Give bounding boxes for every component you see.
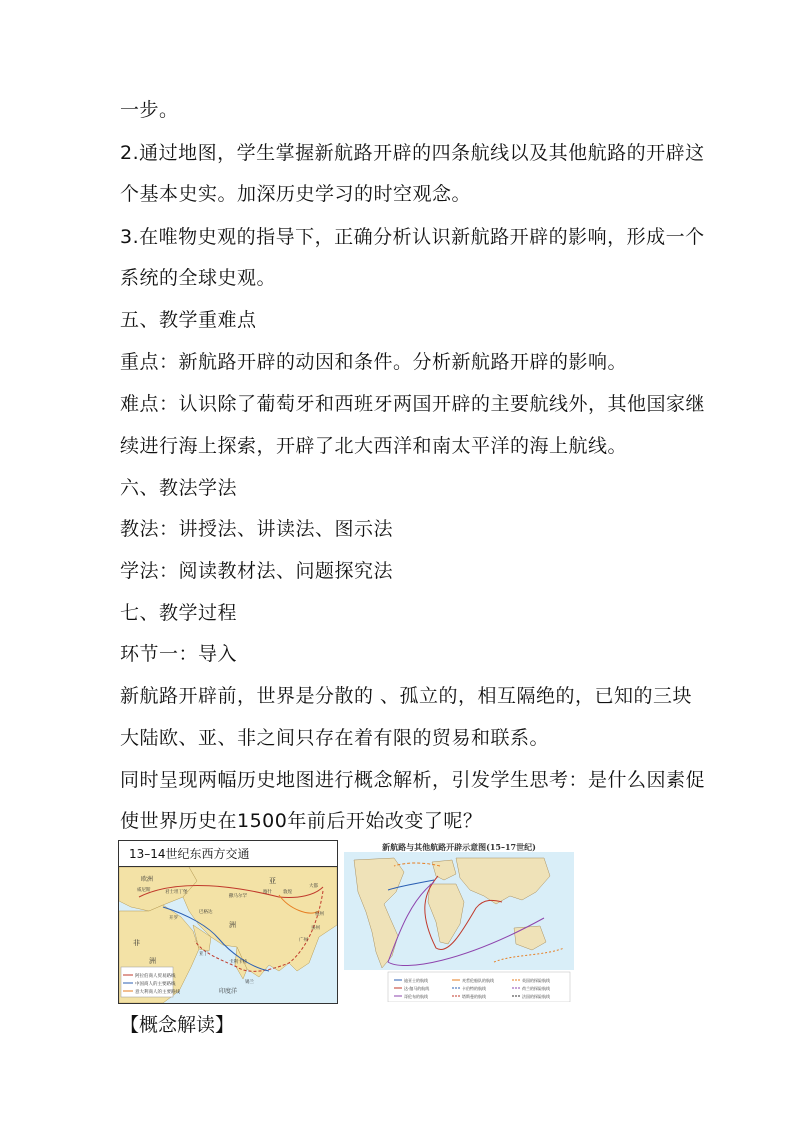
text-line-3: 个基本史实。加深历史学习的时空观念。: [120, 183, 472, 205]
text-line-learning-method: 学法：阅读教材法、问题探究法: [120, 560, 394, 582]
map-label-samarkand: 撒马尔罕: [229, 894, 247, 899]
text-line-9: 续进行海上探索，开辟了北大西洋和南太平洋的海上航线。: [120, 435, 628, 457]
map-right-legend-1: 迪亚士的航线: [404, 978, 428, 983]
map-label-africa-1: 非: [133, 939, 140, 947]
map-right-legend-5: 卡伯特的航线: [462, 986, 486, 991]
section-heading-7: 七、教学过程: [120, 602, 238, 624]
text-line-18: 使世界历史在1500年前后开始改变了呢？: [120, 810, 483, 832]
map-label-dadu: 大都: [309, 884, 318, 889]
map-label-venice: 威尼斯: [137, 888, 151, 893]
map-label-aden: 亚丁: [199, 952, 208, 957]
map-right-legend-6: 塔斯曼的航线: [462, 994, 486, 999]
map-left-image: [119, 867, 337, 1003]
map-right-title: 新航路与其他航路开辟示意图(15–17世纪): [382, 842, 536, 852]
map-label-guangzhou: 广州: [299, 938, 308, 943]
map-label-baghdad: 巴格达: [199, 910, 213, 915]
map-label-calicut: 卡利卡特: [229, 960, 247, 965]
map-right-image: [344, 852, 574, 1002]
section-heading-6: 六、教法学法: [120, 477, 238, 499]
map-right-legend-2: 达·伽马的航线: [404, 986, 430, 991]
text-line-key-point: 重点：新航路开辟的动因和条件。分析新航路开辟的影响。: [120, 351, 628, 373]
map-figures: [118, 840, 578, 1005]
map-label-ceylon: 锡兰: [245, 980, 254, 985]
map-label-quanzhou: 泉州: [311, 926, 320, 931]
map-right-legend-7: 英国的探险航线: [522, 978, 550, 983]
map-label-constantinople: 君士坦丁堡: [165, 890, 188, 895]
map-label-indian-ocean: 印度洋: [219, 988, 238, 995]
map-label-dunhuang: 敦煌: [283, 890, 292, 895]
text-line-5: 系统的全球史观。: [120, 267, 277, 289]
text-line-2: 2.通过地图，学生掌握新航路开辟的四条航线以及其他航路的开辟这: [120, 142, 705, 164]
text-line-1: 一步。: [120, 99, 179, 121]
map-right-legend-8: 荷兰的探险航线: [522, 986, 550, 991]
map-left-legend-3: 意大利商人的主要路线: [135, 990, 180, 995]
section-heading-5: 五、教学重难点: [120, 309, 257, 331]
text-line-17: 同时呈现两幅历史地图进行概念解析，引发学生思考：是什么因素促: [120, 769, 706, 791]
map-label-africa-2: 洲: [149, 957, 156, 965]
map-left-legend-2: 中国商人的主要路线: [135, 982, 176, 987]
section-concept-heading: 【概念解读】: [120, 1014, 235, 1036]
step-heading-1: 环节一：导入: [120, 643, 238, 665]
map-left-title: 13–14世纪东西方交通: [119, 841, 337, 867]
text-line-16: 大陆欧、亚、非之间只存在着有限的贸易和联系。: [120, 727, 550, 749]
map-label-asia-2: 洲: [229, 921, 236, 929]
map-label-hangzhou: 杭州: [315, 912, 324, 917]
text-line-teaching-method: 教法：讲授法、讲读法、图示法: [120, 518, 394, 540]
map-east-west-routes: [118, 840, 338, 1004]
map-new-sea-routes: [344, 840, 574, 1004]
map-right-legend-9: 法国的探险航线: [522, 994, 550, 999]
map-right-legend-3: 哥伦布的航线: [404, 994, 428, 999]
text-line-15: 新航路开辟前，世界是分散的 、孤立的，相互隔绝的，已知的三块: [120, 685, 693, 707]
map-left-legend-1: 阿拉伯商人贸易路线: [135, 974, 176, 979]
map-label-asia-1: 亚: [269, 877, 276, 885]
map-label-kashgar: 喀什: [263, 890, 272, 895]
text-line-4: 3.在唯物史观的指导下，正确分析认识新航路开辟的影响，形成一个: [120, 226, 705, 248]
map-label-cairo: 开罗: [169, 916, 178, 921]
map-right-legend-4: 麦哲伦船队的航线: [462, 978, 494, 983]
map-label-europe: 欧洲: [141, 876, 154, 883]
text-line-difficulty: 难点：认识除了葡萄牙和西班牙两国开辟的主要航线外，其他国家继: [120, 393, 706, 415]
